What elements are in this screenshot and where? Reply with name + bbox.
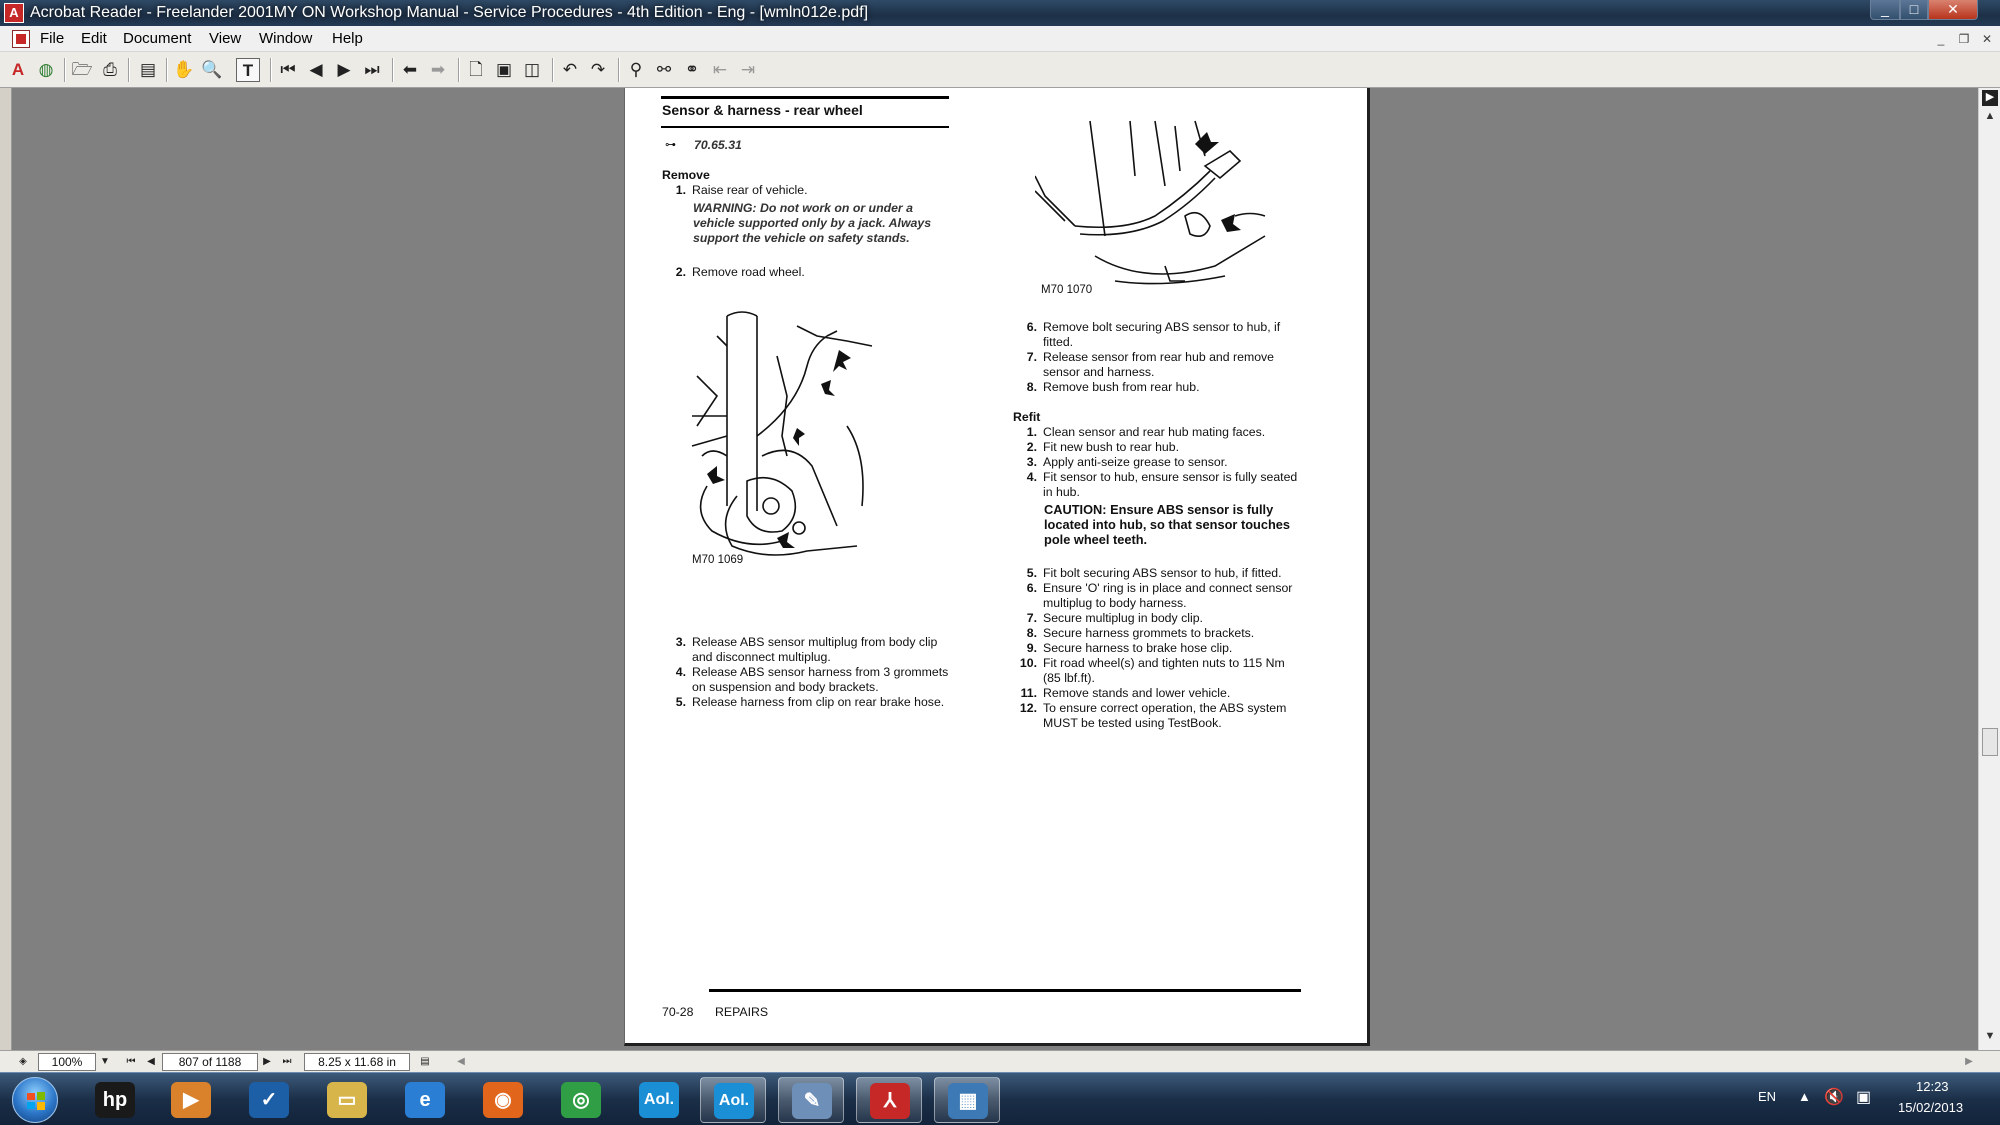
hand-tool-icon[interactable]: ✋ bbox=[173, 60, 195, 79]
acrobat-logo-icon[interactable]: A bbox=[11, 60, 25, 79]
step-number: 10. bbox=[1019, 656, 1037, 670]
scroll-up-icon[interactable]: ▲ bbox=[1984, 110, 1996, 122]
language-indicator[interactable]: EN bbox=[1758, 1089, 1777, 1104]
step-text: Release ABS sensor multiplug from body clip bbox=[692, 635, 938, 649]
fit-width-icon[interactable]: ◫ bbox=[523, 60, 541, 79]
menu-help[interactable]: Help bbox=[332, 30, 363, 47]
step-text: Fit road wheel(s) and tighten nuts to 115 Nm bbox=[1043, 656, 1285, 670]
warning-line: WARNING: Do not work on or under a bbox=[693, 201, 913, 215]
step-number: 5. bbox=[1026, 566, 1037, 580]
step-number: 1. bbox=[1026, 425, 1037, 439]
step-text: Ensure 'O' ring is in place and connect sensor bbox=[1043, 581, 1293, 595]
toolbar-separator bbox=[392, 58, 394, 82]
step-number: 12. bbox=[1019, 701, 1037, 715]
media-player-icon: ▶ bbox=[171, 1082, 211, 1118]
heading-rule bbox=[661, 96, 949, 99]
wrench-icon: ⊶ bbox=[665, 139, 676, 151]
toolbar-separator bbox=[166, 58, 168, 82]
search-results-icon[interactable]: ⚭ bbox=[684, 60, 700, 79]
volume-muted-icon[interactable]: 🔇 bbox=[1824, 1089, 1844, 1106]
maximize-button[interactable]: □ bbox=[1900, 0, 1928, 20]
scroll-split-icon[interactable]: ▶ bbox=[1982, 90, 1998, 106]
text-select-tool-icon[interactable]: T bbox=[236, 58, 260, 82]
step-number: 5. bbox=[675, 695, 686, 709]
print-icon[interactable]: ⎙ bbox=[103, 60, 117, 79]
figure-label: M70 1070 bbox=[1041, 284, 1093, 296]
doc-close-button[interactable]: ✕ bbox=[1981, 32, 1993, 46]
next-highlight-icon[interactable]: ⇥ bbox=[740, 60, 756, 79]
taskbar-button[interactable] bbox=[856, 1077, 922, 1123]
pdf-page bbox=[624, 88, 1370, 1046]
clock-date[interactable]: 15/02/2013 bbox=[1898, 1100, 1964, 1115]
last-page-icon[interactable]: ⏭ bbox=[364, 60, 380, 79]
find-icon[interactable]: ⚲ bbox=[629, 60, 643, 79]
notepad-icon: ✎ bbox=[792, 1083, 832, 1119]
navigation-pane-strip[interactable] bbox=[0, 88, 12, 1050]
step-text: Remove bolt securing ABS sensor to hub, if bbox=[1043, 320, 1281, 334]
step-number: 7. bbox=[1026, 611, 1037, 625]
doc-restore-button[interactable]: ❐ bbox=[1958, 32, 1970, 46]
figure-abs-sensor-hub bbox=[1035, 116, 1285, 291]
previous-page-icon[interactable]: ◀ bbox=[309, 60, 323, 79]
menu-bar bbox=[0, 26, 2000, 52]
toolbar-separator bbox=[64, 58, 66, 82]
first-page-icon[interactable]: ⏮ bbox=[280, 60, 296, 79]
doc-minimize-button[interactable]: _ bbox=[1937, 32, 1945, 46]
step-number: 9. bbox=[1026, 641, 1037, 655]
start-button[interactable] bbox=[12, 1077, 58, 1123]
next-page-icon[interactable]: ▶ bbox=[337, 60, 351, 79]
file-explorer-icon: ▭ bbox=[327, 1082, 367, 1118]
taskbar-button[interactable] bbox=[626, 1077, 692, 1123]
heading-rule bbox=[661, 126, 949, 128]
taskbar-button[interactable] bbox=[700, 1077, 766, 1123]
step-number: 3. bbox=[675, 635, 686, 649]
minimize-button[interactable]: _ bbox=[1870, 0, 1900, 20]
step-text: Secure harness grommets to brackets. bbox=[1043, 626, 1255, 640]
step-number: 7. bbox=[1026, 350, 1037, 364]
rotate-left-icon[interactable]: ↶ bbox=[562, 60, 578, 79]
caution-line: CAUTION: Ensure ABS sensor is fully bbox=[1044, 502, 1274, 517]
menu-edit[interactable]: Edit bbox=[81, 30, 107, 47]
taskbar-button[interactable] bbox=[470, 1077, 536, 1123]
show-hidden-icons-icon[interactable]: ▲ bbox=[1798, 1089, 1811, 1104]
step-number: 8. bbox=[1026, 380, 1037, 394]
toolbar-separator bbox=[618, 58, 620, 82]
step-number: 2. bbox=[1026, 440, 1037, 454]
step-text: MUST be tested using TestBook. bbox=[1043, 716, 1222, 730]
show-navigation-pane-icon[interactable]: ▤ bbox=[139, 60, 157, 79]
step-text: Release ABS sensor harness from 3 grommets bbox=[692, 665, 949, 679]
figure-rear-suspension bbox=[687, 306, 937, 566]
step-text: Fit bolt securing ABS sensor to hub, if fitted. bbox=[1043, 566, 1282, 580]
page-indicator[interactable]: 807 of 1188 bbox=[162, 1053, 258, 1071]
taskbar-button[interactable] bbox=[82, 1077, 148, 1123]
step-text: Release sensor from rear hub and remove bbox=[1043, 350, 1275, 364]
chrome-icon: ◎ bbox=[561, 1082, 601, 1118]
menu-file[interactable]: File bbox=[40, 30, 65, 47]
step-text: multiplug to body harness. bbox=[1043, 596, 1187, 610]
fit-page-icon[interactable]: ▣ bbox=[495, 60, 513, 79]
remove-heading: Remove bbox=[662, 168, 710, 182]
taskbar-button[interactable] bbox=[314, 1077, 380, 1123]
step-text: Release harness from clip on rear brake hose. bbox=[692, 695, 945, 709]
title-bar bbox=[0, 0, 2000, 26]
zoom-tool-icon[interactable]: 🔍 bbox=[201, 60, 223, 79]
actual-size-icon[interactable]: 🗋 bbox=[469, 60, 483, 79]
step-text: and disconnect multiplug. bbox=[692, 650, 831, 664]
step-number: 1. bbox=[675, 183, 686, 197]
menu-view[interactable]: View bbox=[209, 30, 242, 47]
go-back-icon[interactable]: ⬅ bbox=[402, 60, 418, 79]
menu-window[interactable]: Window bbox=[259, 30, 313, 47]
step-number: 4. bbox=[675, 665, 686, 679]
scroll-thumb[interactable] bbox=[1982, 728, 1998, 756]
zoom-field[interactable]: 100% bbox=[38, 1053, 96, 1071]
step-text: Clean sensor and rear hub mating faces. bbox=[1043, 425, 1266, 439]
scroll-left-icon[interactable]: ◀ bbox=[457, 1056, 465, 1067]
step-text: sensor and harness. bbox=[1043, 365, 1155, 379]
go-forward-icon[interactable]: ➡ bbox=[430, 60, 446, 79]
last-page-status-icon[interactable]: ⏭ bbox=[282, 1056, 292, 1067]
aol-desktop-icon: Aol. bbox=[714, 1083, 754, 1119]
previous-highlight-icon[interactable]: ⇤ bbox=[712, 60, 728, 79]
operation-code: 70.65.31 bbox=[694, 138, 742, 152]
next-page-status-icon[interactable]: ▶ bbox=[263, 1056, 271, 1067]
step-text: To ensure correct operation, the ABS system bbox=[1043, 701, 1287, 715]
step-number: 8. bbox=[1026, 626, 1037, 640]
hp-icon: hp bbox=[95, 1082, 135, 1118]
vertical-scrollbar[interactable] bbox=[1978, 88, 2000, 1050]
web-capture-icon[interactable]: ◍ bbox=[38, 60, 54, 79]
clock-time[interactable]: 12:23 bbox=[1916, 1079, 1949, 1094]
step-text: (85 lbf.ft). bbox=[1043, 671, 1095, 685]
taskbar bbox=[0, 1072, 2000, 1125]
window-title: Acrobat Reader - Freelander 2001MY ON Workshop Manual - Service Procedures - 4th Edition - Eng - [wmln012e.pdf] bbox=[30, 4, 869, 21]
image-viewer-icon: ▦ bbox=[948, 1083, 988, 1119]
internet-explorer-icon: e bbox=[405, 1082, 445, 1118]
toolbar-separator bbox=[128, 58, 130, 82]
zoom-dropdown-icon[interactable]: ▼ bbox=[100, 1056, 110, 1067]
scroll-right-icon[interactable]: ▶ bbox=[1965, 1056, 1973, 1067]
step-text: Remove road wheel. bbox=[692, 265, 805, 279]
figure-label: M70 1069 bbox=[692, 554, 744, 566]
footer-page-number: 70-28 bbox=[662, 1005, 694, 1019]
toolbar-separator bbox=[552, 58, 554, 82]
menu-document[interactable]: Document bbox=[123, 30, 192, 47]
search-icon[interactable]: ⚯ bbox=[656, 60, 672, 79]
taskbar-button[interactable] bbox=[158, 1077, 224, 1123]
aol-icon: Aol. bbox=[639, 1082, 679, 1118]
step-text: on suspension and body brackets. bbox=[692, 680, 879, 694]
toolbar-separator bbox=[458, 58, 460, 82]
step-text: Remove stands and lower vehicle. bbox=[1043, 686, 1231, 700]
step-text: Secure multiplug in body clip. bbox=[1043, 611, 1203, 625]
step-number: 11. bbox=[1020, 686, 1037, 700]
network-icon[interactable]: ▣ bbox=[1856, 1089, 1872, 1106]
footer-section: REPAIRS bbox=[715, 1005, 769, 1019]
step-number: 6. bbox=[1026, 320, 1037, 334]
page-layout-menu-icon[interactable]: ▤ bbox=[420, 1056, 430, 1067]
rotate-right-icon[interactable]: ↷ bbox=[590, 60, 606, 79]
refit-heading: Refit bbox=[1013, 410, 1041, 424]
step-number: 4. bbox=[1026, 470, 1037, 484]
step-text: fitted. bbox=[1043, 335, 1074, 349]
step-number: 6. bbox=[1026, 581, 1037, 595]
taskbar-button[interactable] bbox=[548, 1077, 614, 1123]
close-button[interactable]: ✕ bbox=[1928, 0, 1978, 20]
warning-line: support the vehicle on safety stands. bbox=[693, 231, 910, 245]
checkmark-app-icon: ✓ bbox=[249, 1082, 289, 1118]
step-text: in hub. bbox=[1043, 485, 1080, 499]
page-layout-icon[interactable]: ◈ bbox=[19, 1056, 27, 1067]
step-number: 3. bbox=[1026, 455, 1037, 469]
firefox-icon: ◉ bbox=[483, 1082, 523, 1118]
taskbar-button[interactable] bbox=[392, 1077, 458, 1123]
taskbar-button[interactable] bbox=[778, 1077, 844, 1123]
step-text: Remove bush from rear hub. bbox=[1043, 380, 1200, 394]
status-bar bbox=[0, 1050, 2000, 1072]
toolbar-separator bbox=[270, 58, 272, 82]
warning-line: vehicle supported only by a jack. Always bbox=[693, 216, 932, 230]
caution-line: pole wheel teeth. bbox=[1044, 532, 1148, 547]
open-icon[interactable]: 🗁 bbox=[71, 60, 93, 79]
step-text: Raise rear of vehicle. bbox=[692, 183, 808, 197]
step-text: Secure harness to brake hose clip. bbox=[1043, 641, 1233, 655]
windows-logo-icon bbox=[26, 1091, 46, 1111]
step-number: 2. bbox=[675, 265, 686, 279]
footer-rule bbox=[709, 989, 1301, 992]
acrobat-icon[interactable]: A bbox=[4, 3, 24, 23]
previous-page-status-icon[interactable]: ◀ bbox=[147, 1056, 155, 1067]
taskbar-button[interactable] bbox=[934, 1077, 1000, 1123]
step-text: Apply anti-seize grease to sensor. bbox=[1043, 455, 1228, 469]
caution-line: located into hub, so that sensor touches bbox=[1044, 517, 1291, 532]
document-icon[interactable] bbox=[12, 30, 30, 48]
page-size-field: 8.25 x 11.68 in bbox=[304, 1053, 410, 1071]
taskbar-button[interactable] bbox=[236, 1077, 302, 1123]
toolbar bbox=[0, 52, 2000, 88]
first-page-status-icon[interactable]: ⏮ bbox=[126, 1056, 136, 1067]
section-heading: Sensor & harness - rear wheel bbox=[662, 102, 863, 118]
acrobat-reader-icon: ⅄ bbox=[870, 1083, 910, 1119]
step-text: Fit new bush to rear hub. bbox=[1043, 440, 1180, 454]
scroll-down-icon[interactable]: ▼ bbox=[1984, 1030, 1996, 1042]
step-text: Fit sensor to hub, ensure sensor is fully seated bbox=[1043, 470, 1298, 484]
